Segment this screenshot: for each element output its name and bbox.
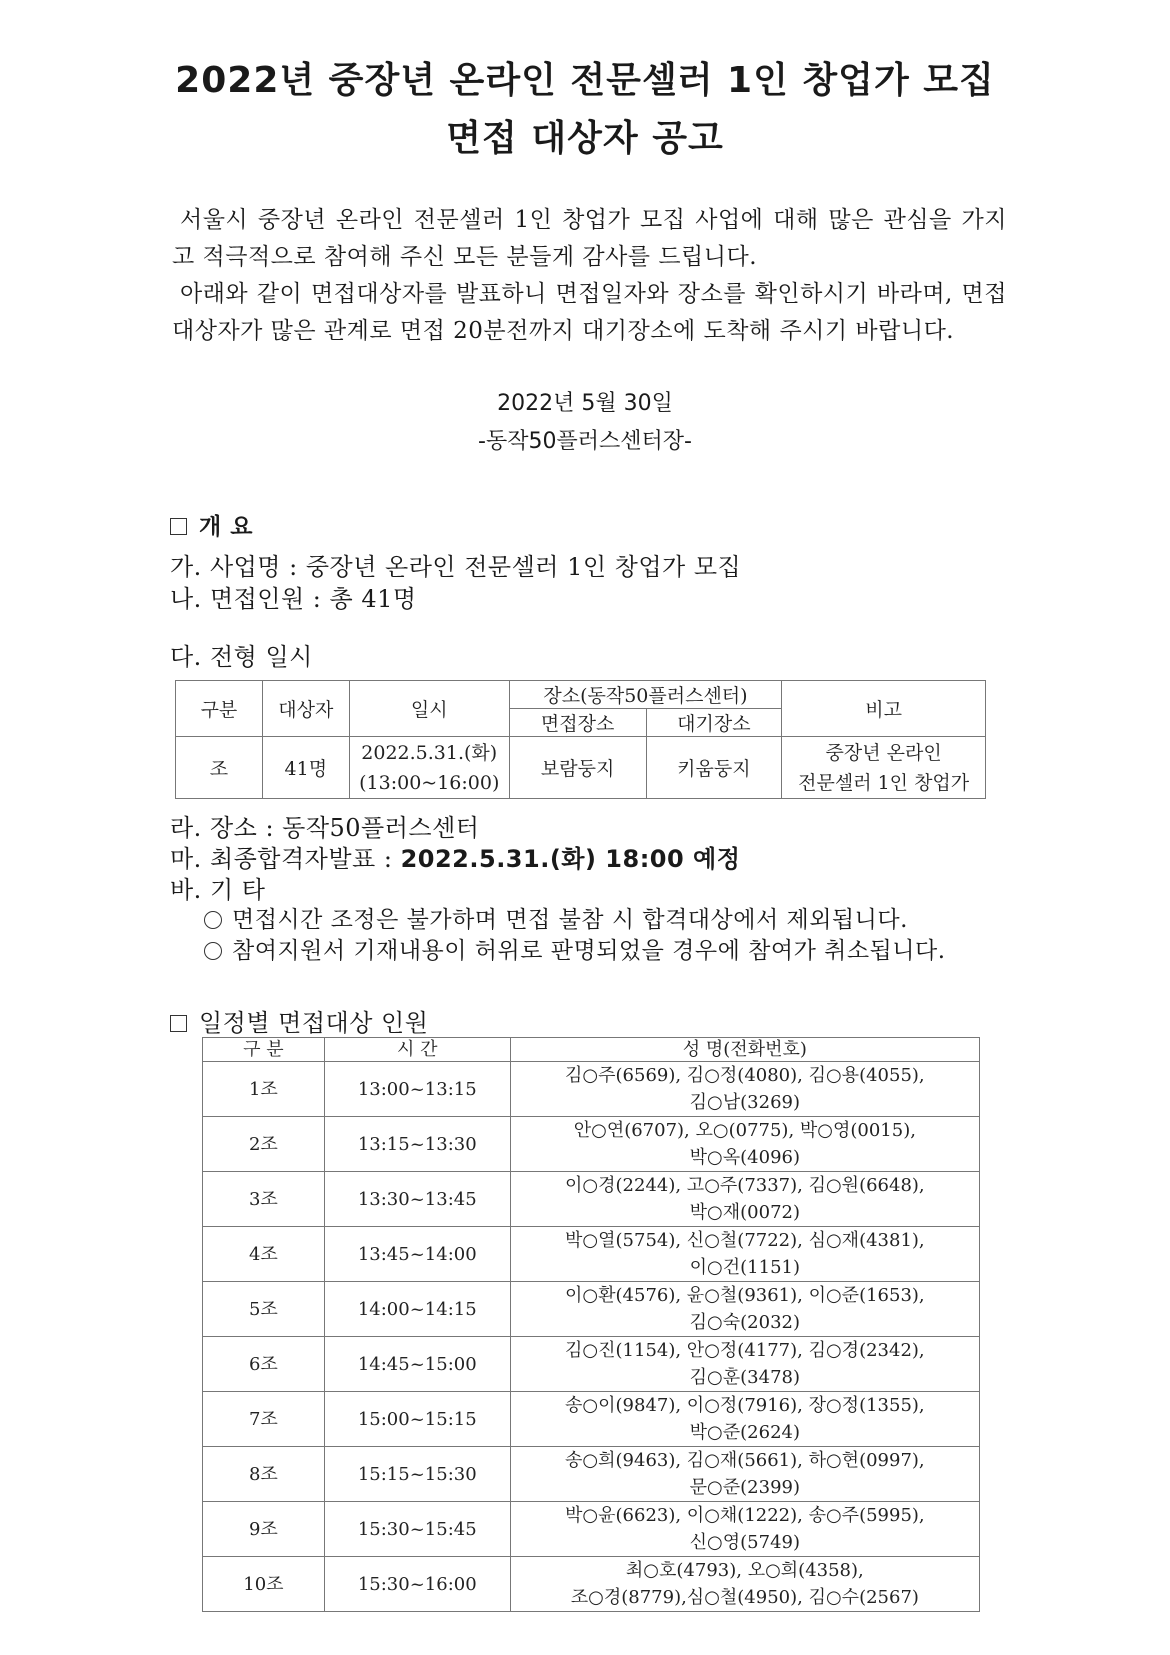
schedule-table [175,680,986,799]
intro-paragraph-2: 아래와 같이 면접대상자를 발표하니 면접일자와 장소를 확인하시기 바라며, 면접대상자가 많은 관계로 면접 20분전까지 대기장소에 도착해 주시기 바랍니다. [172,281,1007,344]
header-datetime: 일시 [349,681,509,737]
note-text: 면접시간 조정은 불가하며 면접 불참 시 합격대상에서 제외됩니다. [232,907,908,933]
header-category: 구분 [176,681,263,737]
names-line1: 김○진(1154), 안○정(4177), 김○경(2342), [565,1340,925,1361]
cell-group: 9조 [203,1502,325,1557]
overview-item-location: 라. 장소 : 동작50플러스센터 [170,814,480,842]
overview-item-interview-count: 나. 면접인원 : 총 41명 [170,585,417,613]
names-line2: 신○영(5749) [689,1532,801,1553]
document-title-line2: 면접 대상자 공고 [446,118,724,159]
cell-category: 조 [176,737,263,799]
cell-target: 41명 [262,737,349,799]
cell-time: 14:00~14:15 [324,1282,510,1337]
groups-table [202,1037,980,1612]
table-row [203,1557,980,1612]
names-line2: 김○숙(2032) [689,1312,801,1333]
names-line1: 박○열(5754), 신○철(7722), 심○재(4381), [565,1230,925,1251]
names-line2: 김○남(3269) [689,1092,801,1113]
checkbox-square-icon [170,518,187,535]
cell-note [782,737,986,799]
note-item [204,901,908,934]
cell-group: 10조 [203,1557,325,1612]
cell-names [510,1337,979,1392]
cell-group: 7조 [203,1392,325,1447]
cell-time: 14:45~15:00 [324,1337,510,1392]
cell-group: 1조 [203,1062,325,1117]
notice-date: 2022년 5월 30일 [497,391,673,416]
cell-names [510,1117,979,1172]
cell-group: 5조 [203,1282,325,1337]
header-names: 성 명(전화번호) [510,1038,979,1062]
names-line1: 송○희(9463), 김○재(5661), 하○현(0997), [565,1450,925,1471]
table-row [203,1172,980,1227]
header-location-group: 장소(동작50플러스센터) [509,681,782,709]
header-time: 시 간 [324,1038,510,1062]
cell-time: 13:30~13:45 [324,1172,510,1227]
cell-date: 2022.5.31.(화) [361,741,498,764]
names-line1: 박○윤(6623), 이○채(1222), 송○주(5995), [565,1505,925,1526]
names-line1: 김○주(6569), 김○정(4080), 김○용(4055), [565,1065,925,1086]
circle-bullet-icon [204,942,222,960]
document-title-line1: 2022년 중장년 온라인 전문셀러 1인 창업가 모집 [175,60,995,101]
table-row [203,1062,980,1117]
header-waiting-place: 대기장소 [646,709,782,737]
table-row [203,1337,980,1392]
header-group: 구 분 [203,1038,325,1062]
cell-group: 6조 [203,1337,325,1392]
final-announcement-value: 2022.5.31.(화) 18:00 예정 [400,845,741,873]
cell-time: 15:30~15:45 [324,1502,510,1557]
names-line2: 박○옥(4096) [689,1147,801,1168]
header-target: 대상자 [262,681,349,737]
circle-bullet-icon [204,911,222,929]
note-item [204,932,946,965]
cell-time: 15:30~16:00 [324,1557,510,1612]
table-row [203,1117,980,1172]
overview-item-etc: 바. 기 타 [170,876,266,904]
table-row [203,1447,980,1502]
cell-time: 15:15~15:30 [324,1447,510,1502]
cell-group: 3조 [203,1172,325,1227]
names-line2: 박○재(0072) [689,1202,801,1223]
names-line1: 송○이(9847), 이○정(7916), 장○정(1355), [565,1395,925,1416]
header-interview-place: 면접장소 [509,709,646,737]
names-line2: 문○준(2399) [689,1477,801,1498]
cell-names [510,1557,979,1612]
table-row [203,1282,980,1337]
final-announcement-label: 마. 최종합격자발표 : [170,845,401,873]
note-text: 참여지원서 기재내용이 허위로 판명되었을 경우에 참여가 취소됩니다. [232,938,946,964]
cell-group: 2조 [203,1117,325,1172]
table-row [203,1392,980,1447]
schedule-row [176,737,986,799]
cell-time: 13:45~14:00 [324,1227,510,1282]
cell-note-line2: 전문셀러 1인 창업가 [798,771,970,794]
cell-interview-place: 보람둥지 [509,737,646,799]
overview-heading-text: 개 요 [199,514,253,540]
cell-time: 13:15~13:30 [324,1117,510,1172]
names-line2: 김○훈(3478) [689,1367,801,1388]
cell-datetime [349,737,509,799]
header-note: 비고 [782,681,986,737]
cell-names [510,1227,979,1282]
cell-names [510,1502,979,1557]
cell-names [510,1392,979,1447]
cell-time: 13:00~13:15 [324,1062,510,1117]
cell-names [510,1447,979,1502]
names-line1: 최○호(4793), 오○희(4358), [625,1560,864,1581]
checkbox-square-icon [170,1015,187,1032]
table-row [203,1502,980,1557]
intro-paragraph-1: 서울시 중장년 온라인 전문셀러 1인 창업가 모집 사업에 대해 많은 관심을 가지고 적극적으로 참여해 주신 모든 분들게 감사를 드립니다. [172,207,1007,270]
cell-group: 8조 [203,1447,325,1502]
overview-item-business-name: 가. 사업명 : 중장년 온라인 전문셀러 1인 창업가 모집 [170,553,742,581]
names-line2: 이○건(1151) [689,1257,801,1278]
table-row [203,1227,980,1282]
notice-issuer: -동작50플러스센터장- [478,429,692,454]
names-line1: 이○환(4576), 윤○철(9361), 이○준(1653), [565,1285,925,1306]
cell-time: (13:00~16:00) [359,771,500,794]
names-line1: 안○연(6707), 오○(0775), 박○영(0015), [573,1120,916,1141]
overview-item-schedule: 다. 전형 일시 [170,643,313,671]
names-line2: 박○준(2624) [689,1422,801,1443]
overview-item-final-announcement [170,839,740,874]
overview-heading [170,508,253,541]
cell-waiting-place: 키움둥지 [646,737,782,799]
cell-note-line1: 중장년 온라인 [825,741,942,764]
cell-names [510,1282,979,1337]
groups-heading-text: 일정별 면접대상 인원 [199,1009,429,1037]
cell-names [510,1062,979,1117]
groups-heading [170,1003,428,1038]
cell-time: 15:00~15:15 [324,1392,510,1447]
cell-names [510,1172,979,1227]
names-line1: 이○경(2244), 고○주(7337), 김○원(6648), [565,1175,925,1196]
names-line2: 조○경(8779),심○철(4950), 김○수(2567) [570,1587,919,1608]
cell-group: 4조 [203,1227,325,1282]
